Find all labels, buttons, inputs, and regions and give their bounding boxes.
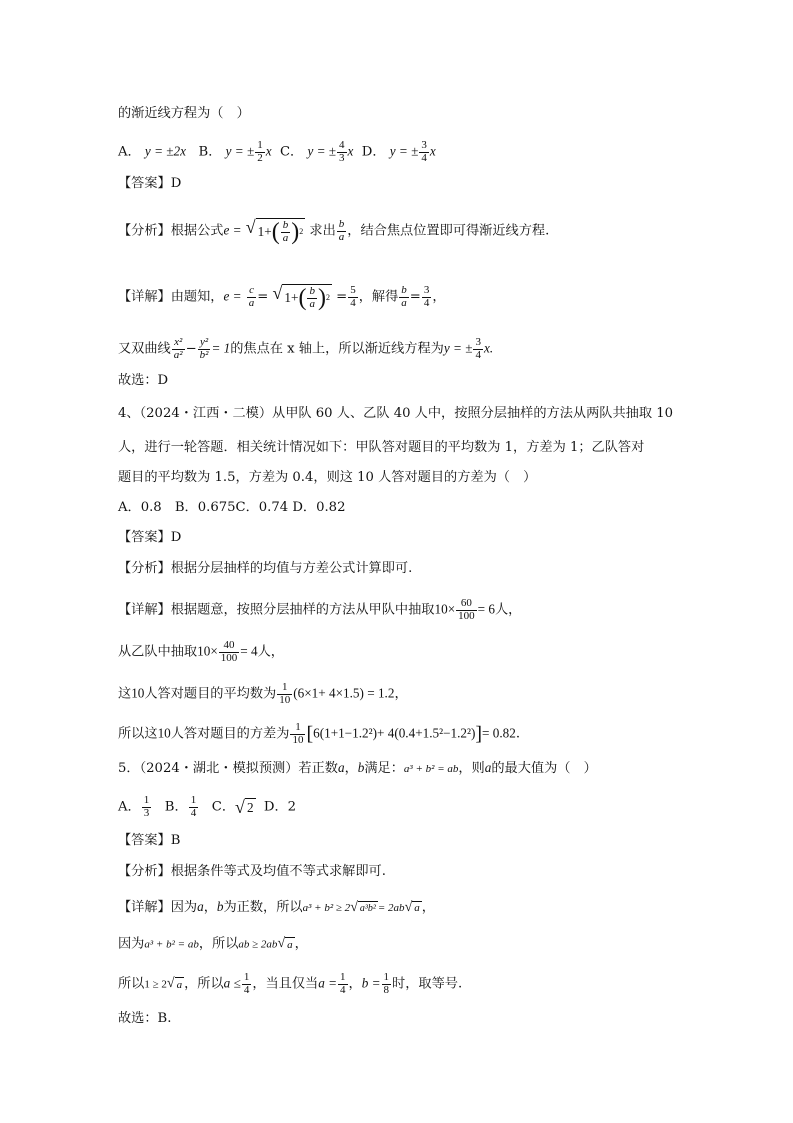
- var-e: e =: [223, 222, 242, 238]
- math-expr: 10: [157, 725, 171, 741]
- fraction: $\frac{40}{100}$: [220, 639, 238, 664]
- q4-detail-2: [118, 640, 284, 664]
- q3-detail: [118, 284, 446, 310]
- detail-text: ，所以: [184, 976, 224, 992]
- stem-text: ，则: [458, 761, 485, 776]
- fraction: $\frac{3}{4}$: [423, 284, 430, 309]
- fraction: $\frac{1}{4}$: [243, 971, 250, 996]
- var-a: a: [484, 760, 492, 775]
- fraction: $\frac{3}{4}$: [475, 336, 481, 361]
- math-expr: a³ + b² ≥ 2: [302, 902, 351, 914]
- q3-stem-tail: 的渐近线方程为（ ）: [118, 106, 250, 121]
- q3-options: [118, 140, 436, 164]
- math-expr: b =: [361, 975, 381, 991]
- analysis-text: 求出: [309, 223, 336, 239]
- q5-detail-3: [118, 972, 462, 996]
- fraction: $\frac{3}{4}$: [421, 139, 427, 164]
- stem-text: 的最大值为（ ）: [491, 761, 597, 776]
- math-expr: 10×: [197, 643, 218, 659]
- var-x: x.: [483, 340, 494, 356]
- option-a-label: A．: [118, 144, 141, 160]
- q5-detail-2: [118, 937, 308, 951]
- option-a-label: A．: [118, 799, 141, 815]
- option-d-label: D．: [361, 144, 386, 160]
- math-expr: 10: [131, 685, 145, 701]
- math-expr: a³ + b² = ab: [403, 763, 459, 775]
- detail-text: 【详解】根据题意，按照分层抽样的方法从甲队中抽取: [118, 602, 435, 618]
- stem-text: 满足：: [364, 761, 404, 776]
- var-e: e =: [223, 288, 242, 304]
- math-expr: = 4: [240, 643, 258, 659]
- var-x: x: [429, 143, 436, 159]
- var-a: a: [197, 899, 204, 914]
- math-expr: 6(1+1−1.2²)+ 4(0.4+1.5²−1.2²): [313, 725, 476, 741]
- q3-choice: 故选：D: [118, 373, 169, 388]
- math-expr: = 0.82: [482, 725, 516, 741]
- math-expr: a³ + b² = ab: [144, 938, 199, 951]
- fraction: $\frac{1}{4}$: [190, 794, 197, 819]
- equation-rhs: = 1: [211, 340, 231, 356]
- fraction: $\frac{b}{a}$: [338, 218, 345, 243]
- q4-detail-3: [118, 682, 408, 706]
- detail-text: 所以: [118, 976, 145, 992]
- analysis-text: ，结合焦点位置即可得渐近线方程.: [347, 223, 550, 239]
- detail-text: 又双曲线: [118, 341, 171, 357]
- var-y: y = ±: [443, 340, 473, 356]
- option-c-math: y = ±: [307, 143, 337, 159]
- detail-text: ，: [294, 936, 308, 952]
- q3-answer: 【答案】D: [118, 176, 182, 191]
- fraction: $\frac{\text{x²}}{\text{a²}}$: [173, 336, 183, 361]
- fraction: $\frac{1}{10}$: [279, 681, 291, 706]
- sqrt-expression: √ 2: [235, 797, 254, 818]
- detail-text: ，所以: [198, 936, 239, 952]
- equals: =: [336, 289, 348, 305]
- fraction: $\frac{5}{4}$: [350, 284, 356, 309]
- minus: −: [185, 341, 197, 357]
- fraction: $\frac{b}{a}$: [401, 284, 407, 309]
- q4-analysis: 【分析】根据分层抽样的均值与方差公式计算即可.: [118, 561, 413, 576]
- detail-text: 人答对题目的平均数为: [144, 686, 277, 702]
- q4-stem-line-2: 人，进行一轮答题．相关统计情况如下：甲队答对题目的平均数为 1，方差为 1；乙队答对: [118, 440, 645, 455]
- q4-answer: 【答案】D: [118, 530, 182, 545]
- option-b-label: B．: [198, 144, 222, 160]
- q5-choice: 故选：B.: [118, 1011, 172, 1026]
- fraction: $\frac{60}{100}$: [458, 597, 475, 622]
- math-expr: ab ≥ 2ab: [238, 938, 278, 951]
- var-x: x: [347, 143, 354, 159]
- sqrt-expression: √ a: [166, 976, 183, 992]
- math-expr: a ≤: [223, 975, 241, 991]
- detail-text: ，当且仅当: [252, 976, 319, 992]
- detail-text: 【详解】由题知，: [118, 289, 224, 305]
- var-x: x: [265, 143, 272, 159]
- sqrt-expression: √ a: [404, 899, 420, 915]
- detail-text: 所以这: [118, 726, 158, 742]
- detail-text: 时，取等号.: [392, 976, 463, 992]
- sqrt-expression: √ a: [277, 936, 293, 951]
- option-a-math: y = ±2x: [144, 143, 186, 159]
- stem-text: ，: [344, 761, 358, 776]
- analysis-text: 【分析】根据公式: [118, 223, 224, 239]
- q5-answer: 【答案】B: [118, 833, 181, 848]
- q4-detail-1: [118, 598, 521, 622]
- math-expr: = 2ab: [377, 902, 405, 914]
- math-expr: (6×1+ 4×1.5) = 1.2: [293, 685, 395, 701]
- q4-stem-line-3: 题目的平均数为 1.5，方差为 0.4，则这 10 人答对题目的方差为（ ）: [118, 470, 537, 485]
- q3-hyperbola-line: [118, 337, 493, 361]
- fraction: $\frac{c}{a}$: [248, 284, 255, 309]
- detail-text: ，: [421, 900, 435, 915]
- q5-stem: [118, 761, 597, 775]
- fraction: $\frac{1}{8}$: [383, 971, 390, 996]
- option-b-math: y = ±: [225, 143, 255, 159]
- fraction: $\frac{\text{y²}}{\text{b²}}$: [199, 336, 209, 361]
- fraction: $\frac{1}{10}$: [292, 721, 304, 746]
- detail-text: 人，: [494, 602, 522, 618]
- detail-text: 人答对题目的方差为: [170, 726, 290, 742]
- detail-text: ，: [432, 289, 446, 305]
- option-d-math: y = ±: [389, 143, 419, 159]
- detail-text: 因为: [118, 936, 145, 952]
- math-expr: = 6: [477, 601, 495, 617]
- detail-text: 【详解】因为: [118, 900, 198, 915]
- option-d-label: D．2: [263, 799, 297, 815]
- math-expr: 1 ≥ 2: [144, 978, 167, 991]
- equals: =: [409, 289, 421, 305]
- option-b-label: B．: [164, 799, 188, 815]
- sqrt-expression: √ a³b²: [350, 899, 376, 915]
- detail-text: ，: [348, 976, 362, 992]
- math-expr: a =: [318, 975, 338, 991]
- detail-text: .: [515, 726, 521, 742]
- fraction: $\frac{1}{4}$: [340, 971, 346, 996]
- equals: =: [257, 289, 269, 305]
- option-c-label: C．: [279, 144, 304, 160]
- math-expr: 10×: [434, 601, 456, 617]
- sqrt-expression: √ 1+ ( $\frac{b}{a}$ ) 2: [272, 283, 330, 312]
- q4-options: A．0.8 B．0.675C．0.74 D．0.82: [118, 500, 346, 515]
- detail-text: ，: [394, 686, 408, 702]
- var-b: b: [216, 899, 224, 914]
- q5-detail-1: [118, 900, 435, 915]
- fraction: $\frac{4}{3}$: [339, 139, 345, 164]
- detail-text: ，解得: [358, 289, 399, 305]
- var-a: a: [337, 760, 345, 775]
- detail-text: 人，: [257, 644, 284, 660]
- sqrt-expression: √ 1+ ( $\frac{b}{a}$ ) 2: [245, 217, 304, 246]
- detail-text: 从乙队中抽取: [118, 644, 198, 660]
- q4-detail-4: 所以这10人答对题目的方差为 $\frac{1}{10}$ [6(1+1−1.2²)+ 4(0.4+1.5²−1.2²)]= 0.82.: [118, 721, 521, 746]
- option-c-label: C．: [211, 799, 236, 815]
- q4-stem-line-1: 4、（2024・江西・二模）从甲队 60 人、乙队 40 人中，按照分层抽样的方法从两队共抽取 10: [118, 406, 674, 421]
- detail-text: 的焦点在 x 轴上，所以渐近线方程为: [230, 341, 444, 357]
- detail-text: 这: [118, 686, 132, 702]
- detail-text: ，: [203, 900, 217, 915]
- q5-analysis: 【分析】根据条件等式及均值不等式求解即可.: [118, 864, 386, 879]
- fraction: $\frac{1}{3}$: [143, 794, 150, 819]
- q5-options: [118, 795, 296, 819]
- stem-text: 5．（2024・湖北・模拟预测）若正数: [118, 761, 338, 776]
- fraction: $\frac{1}{2}$: [257, 139, 263, 164]
- var-b: b: [357, 760, 365, 775]
- detail-text: 为正数，所以: [223, 900, 303, 915]
- q3-analysis: [118, 218, 549, 244]
